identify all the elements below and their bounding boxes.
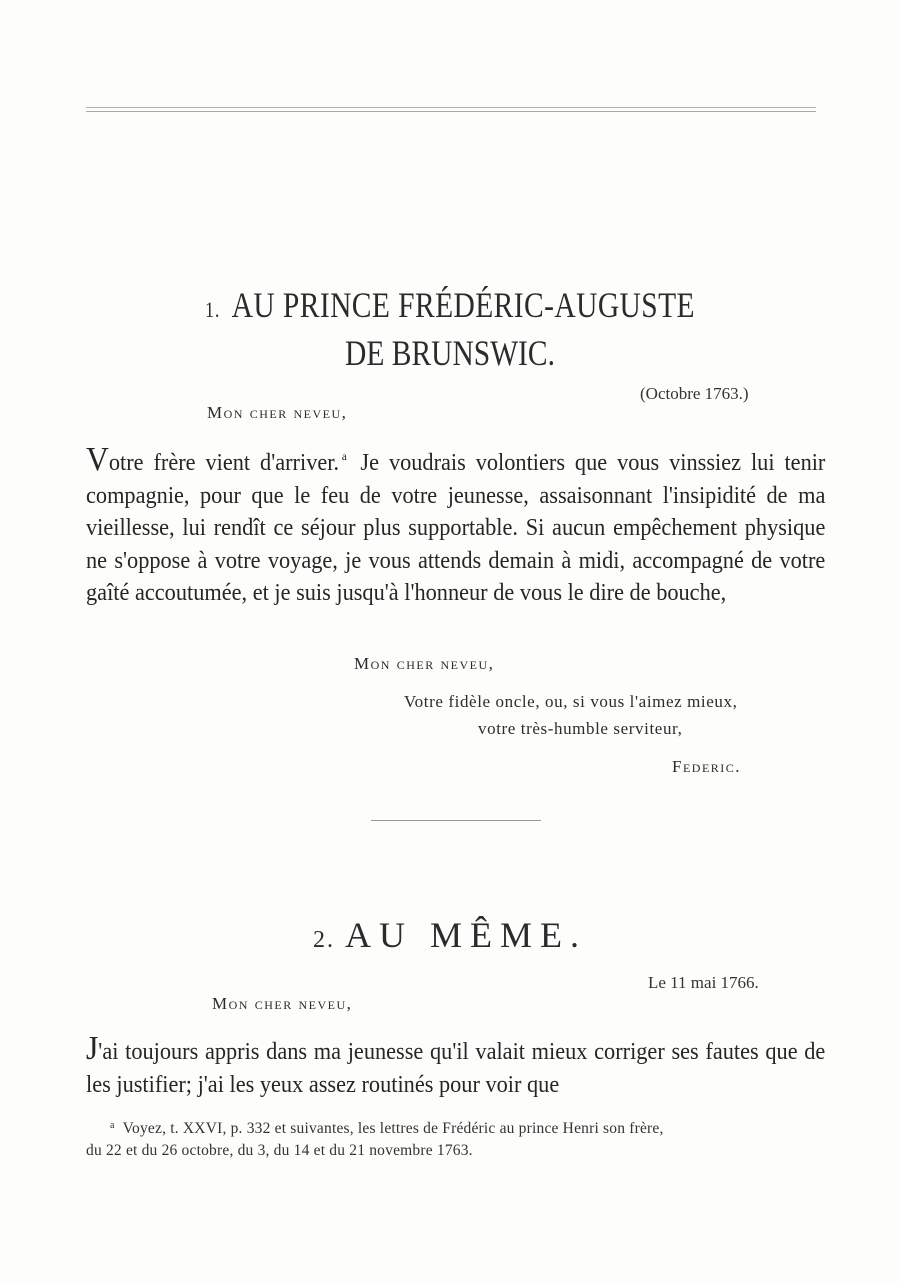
letter1-title-line2: DE BRUNSWIC.	[345, 333, 555, 373]
letter1-closing-line2: votre très-humble serviteur,	[478, 719, 683, 738]
letter1-signature: Federic.	[672, 757, 742, 776]
letter2-date: Le 11 mai 1766.	[648, 973, 759, 992]
footnote-reference[interactable]: a	[341, 449, 347, 463]
letter2-dropcap: J	[86, 1030, 99, 1067]
letter1-date: (Octobre 1763.)	[640, 384, 749, 403]
letter1-number: 1.	[205, 297, 221, 322]
letter1-body-rest: Je voudrais volontiers que vous vinssiez lui tenir compagnie, pour que le feu de votre jeunesse, assaisonnant l'insipidité de ma vieillesse, lui rendît ce séjour plus supportable. Si aucun empêchement physique ne s'oppose à votre voyage, je vous attends demain à midi, accompagné de votre gaîté accoutumée, et je suis jusqu'à l'honneur de vous le dire de bouche,	[86, 450, 826, 607]
letter2-title-text: AU MÊME.	[345, 915, 587, 955]
footnote	[86, 1115, 831, 1162]
footnote-line2: du 22 et du 26 octobre, du 3, du 14 et du 21 novembre 1763.	[86, 1142, 473, 1159]
letter1-title	[81, 284, 819, 326]
footnote-line1-text: Voyez, t. XXVI, p. 332 et suivantes, les lettres de Frédéric au prince Henri son frère,	[122, 1120, 664, 1137]
footnote-line1	[86, 1115, 831, 1140]
letter1-salutation: Mon cher neveu,	[207, 403, 348, 422]
top-rule-line	[86, 107, 816, 108]
letter1-closing-line1: Votre fidèle oncle, ou, si vous l'aimez mieux,	[404, 692, 738, 711]
letter2-title	[0, 914, 900, 956]
letter1-dropcap: V	[86, 441, 109, 478]
letter1-closing-salutation: Mon cher neveu,	[354, 654, 495, 673]
letter2-body	[86, 1032, 825, 1101]
top-double-rule	[86, 107, 816, 112]
footnote-mark: a	[110, 1120, 115, 1131]
letter2-number: 2.	[313, 927, 335, 953]
top-rule-line	[86, 111, 816, 112]
letter2-salutation: Mon cher neveu,	[212, 994, 353, 1013]
letter1-body	[86, 440, 825, 610]
letter2-body-text: 'ai toujours appris dans ma jeunesse qu'il valait mieux corriger ses fautes que de les justifier; j'ai les yeux assez routinés pour voir que	[86, 1039, 826, 1098]
section-divider	[371, 820, 541, 821]
letter1-title-line1: AU PRINCE FRÉDÉRIC-AUGUSTE	[231, 285, 695, 325]
letter1-body-start: otre frère vient d'arriver.	[108, 450, 340, 476]
